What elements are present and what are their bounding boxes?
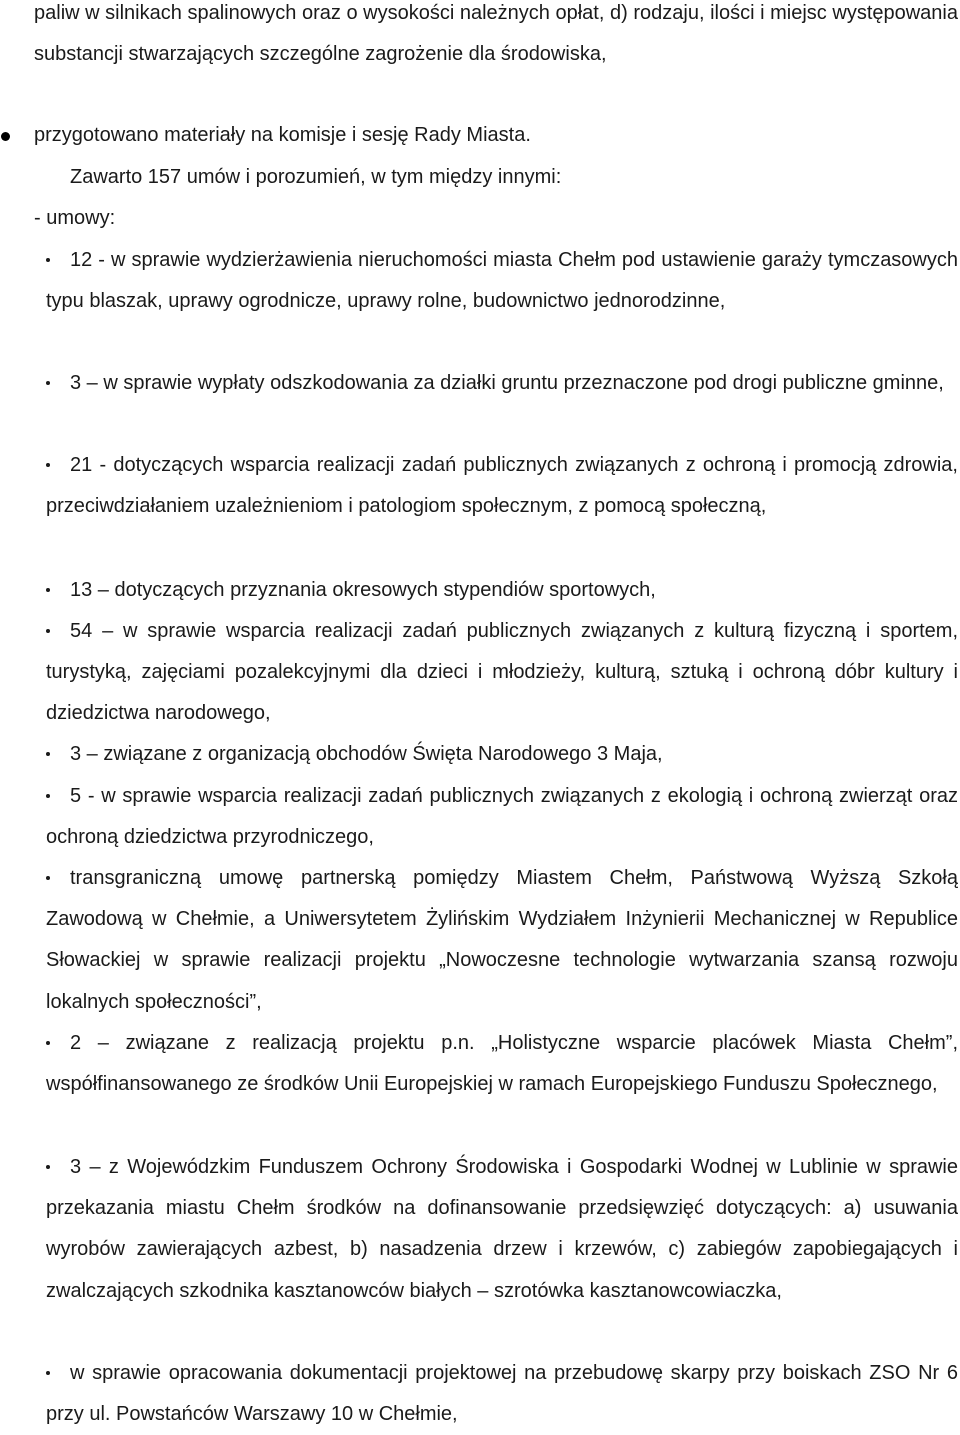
list-item: 54 – w sprawie wsparcia realizacji zadań publicznych związanych z kulturą fizyczną i sportem, turystyką, zajęciami pozalekcyjnymi dla dzieci i młodzieży, kulturą, sztuką i ochroną dóbr kultury i dziedzictwa narodowego, (46, 620, 958, 725)
continuation-paragraph: paliw w silnikach spalinowych oraz o wysokości należnych opłat, d) rodzaju, ilości i miejsc występowania substancji stwarzających szczególne zagrożenie dla środowiska, (34, 2, 958, 66)
list-item: 3 – w sprawie wypłaty odszkodowania za działki gruntu przeznaczone pod drogi publiczne gminne, (70, 372, 944, 394)
main-bullet-text: przygotowano materiały na komisje i sesję Rady Miasta. (34, 124, 531, 146)
list-item: w sprawie opracowania dokumentacji projektowej na przebudowę skarpy przy boiskach ZSO Nr 6 przy ul. Powstańców Warszawy 10 w Chełmie, (46, 1362, 958, 1426)
list-item: 3 – z Wojewódzkim Funduszem Ochrony Środowiska i Gospodarki Wodnej w Lublinie w sprawie przekazania miastu Chełm środków na dofinansowanie przedsięwzięć dotyczących: a) usuwania wyrobów zawierających azbest, b) nasadzenia drzew i krzewów, c) zabiegów zapobiegających i zwalczających szkodnika kasztanowców białych – szrotówka kasztanowcowiaczka, (46, 1156, 958, 1302)
list-item: 21 - dotyczących wsparcia realizacji zadań publicznych związanych z ochroną i promocją zdrowia, przeciwdziałaniem uzależnieniom i patologiom społecznym, z pomocą społeczną, (46, 454, 958, 518)
list-item: 13 – dotyczących przyznania okresowych stypendiów sportowych, (70, 579, 656, 601)
agreements-intro: Zawarto 157 umów i porozumień, w tym między innymi: (70, 166, 562, 188)
contracts-heading: - umowy: (34, 207, 116, 229)
list-item: transgraniczną umowę partnerską pomiędzy Miastem Chełm, Państwową Wyższą Szkołą Zawodową w Chełmie, a Uniwersytetem Żylińskim Wydziałem Inżynierii Mechanicznej w Republice Słowackiej w sprawie realizacji projektu „Nowoczesne technologie wytwarzania szansą rozwoju lokalnych społeczności”, (46, 867, 958, 1013)
bullet-icon (1, 132, 10, 141)
list-item: 3 – związane z organizacją obchodów Święta Narodowego 3 Maja, (70, 743, 663, 765)
list-item: 5 - w sprawie wsparcia realizacji zadań publicznych związanych z ekologią i ochroną zwierząt oraz ochroną dziedzictwa przyrodniczego, (46, 785, 958, 849)
list-item: 2 – związane z realizacją projektu p.n. „Holistyczne wsparcie placówek Miasta Chełm”, współfinansowanego ze środków Unii Europejskiej w ramach Europejskiego Funduszu Społecznego, (46, 1032, 958, 1096)
list-item: 12 - w sprawie wydzierżawienia nieruchomości miasta Chełm pod ustawienie garaży tymczasowych typu blaszak, uprawy ogrodnicze, uprawy rolne, budownictwo jednorodzinne, (46, 249, 958, 313)
